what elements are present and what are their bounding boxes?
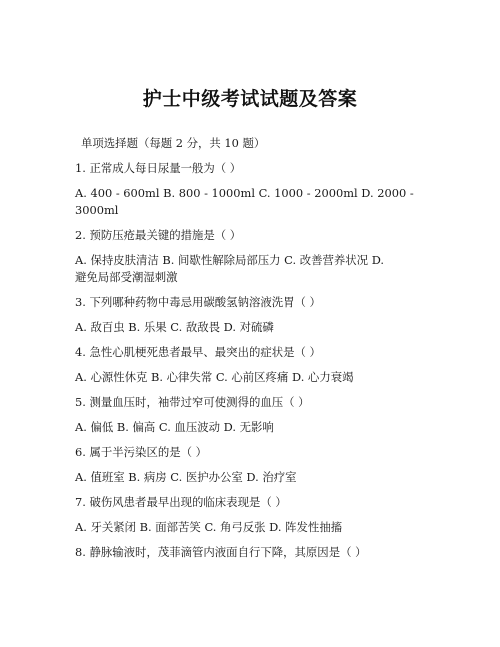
text-line: 3. 下列哪种药物中毒忌用碳酸氢钠溶液洗胃（ ） <box>75 295 321 309</box>
text-line: 3000ml <box>75 203 119 217</box>
question-stem <box>75 160 427 177</box>
question-stem <box>75 227 427 244</box>
answer-options <box>75 185 427 219</box>
text-line: 6. 属于半污染区的是（ ） <box>75 445 208 459</box>
text-line: 1. 正常成人每日尿量一般为（ ） <box>75 161 242 175</box>
text-line: A. 保持皮肤清洁 B. 间歇性解除局部压力 C. 改善营养状况 D. <box>75 253 385 267</box>
text-line: 7. 破伤风患者最早出现的临床表现是（ ） <box>75 495 287 509</box>
text-line: A. 值班室 B. 病房 C. 医护办公室 D. 治疗室 <box>75 470 297 484</box>
answer-options <box>75 252 427 286</box>
answer-options <box>75 419 427 436</box>
question-stem <box>75 444 427 461</box>
text-line: A. 400 - 600ml B. 800 - 1000ml C. 1000 - 2000ml D. 2000 - <box>75 186 414 200</box>
answer-options <box>75 519 427 536</box>
document-body <box>75 135 427 569</box>
question-stem <box>75 294 427 311</box>
answer-options <box>75 319 427 336</box>
question-stem <box>75 544 427 561</box>
text-line: A. 心源性休克 B. 心律失常 C. 心前区疼痛 D. 心力衰竭 <box>75 370 354 384</box>
text-line: 4. 急性心肌梗死患者最早、最突出的症状是（ ） <box>75 345 321 359</box>
question-stem <box>75 344 427 361</box>
text-line: 8. 静脉输液时，茂菲滴管内液面自行下降，其原因是（ ） <box>75 545 367 559</box>
text-line: 2. 预防压疮最关键的措施是（ ） <box>75 228 242 242</box>
question-stem <box>75 394 427 411</box>
page-title: 护士中级考试试题及答案 <box>142 88 358 110</box>
question-stem <box>75 494 427 511</box>
text-line: A. 敌百虫 B. 乐果 C. 敌敌畏 D. 对硫磷 <box>75 320 274 334</box>
answer-options <box>75 369 427 386</box>
text-line: A. 牙关紧闭 B. 面部苦笑 C. 角弓反张 D. 阵发性抽搐 <box>75 520 343 534</box>
text-line: 避免局部受潮湿刺激 <box>75 270 178 284</box>
section-header: 单项选择题（每题 2 分，共 10 题） <box>81 136 266 150</box>
text-line: A. 偏低 B. 偏高 C. 血压波动 D. 无影响 <box>75 420 274 434</box>
text-line: 5. 测量血压时，袖带过窄可使测得的血压（ ） <box>75 395 310 409</box>
answer-options <box>75 469 427 486</box>
